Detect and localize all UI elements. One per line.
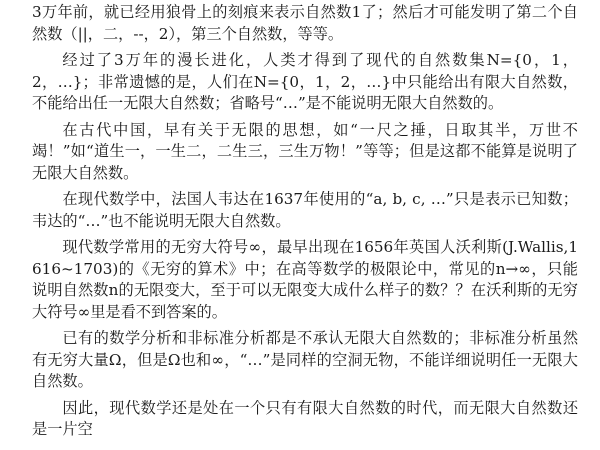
paragraph-conclusion: 因此，现代数学还是处在一个只有有限大自然数的时代，而无限大自然数还是一片空 <box>32 398 578 438</box>
paragraph-ancient-china: 在古代中国，早有关于无限的思想，如“一尺之捶，日取其半，万世不竭！”如“道生一，一生二，二生三，三生万物！”等等；但是这都不能算是说明了无限大自然数。 <box>32 120 578 182</box>
paragraph-natural-number-set: 经过了3万年的漫长进化，人类才得到了现代的自然数集N={0，1，2，…}；非常遗憾的是，人们在N={0，1，2，…}中只能给出有限大自然数，不能给出任一无限大自然数；省略号“…”是不能说明无限大自然数的。 <box>32 51 578 112</box>
paragraph-nonstandard-analysis: 已有的数学分析和非标准分析都是不承认无限大自然数的；非标准分析虽然有无穷大量Ω，但是Ω也和∞，“…”是同样的空洞无物，不能详细说明任一无限大自然数。 <box>32 329 578 390</box>
paragraph-wallis-infinity: 现代数学常用的无穷大符号∞，最早出现在1656年英国人沃利斯(J.Wallis,1616~1703)的《无穷的算术》中；在高等数学的极限论中，常见的n→∞，只能说明自然数n的无限变大，至于可以无限变大成什么样子的数？？在沃利斯的无穷大符号∞里是看不到答案的。 <box>32 238 578 321</box>
paragraph-vieta: 在现代数学中，法国人韦达在1637年使用的“a, b, c, …”只是表示已知数；韦达的“…”也不能说明无限大自然数。 <box>32 190 578 230</box>
paragraph-wolf-bone-tally: 3万年前，就已经用狼骨上的刻痕来表示自然数1了；然后才可能发明了第二个自然数（||，二，--，2），第三个自然数，等等。 <box>32 3 578 43</box>
